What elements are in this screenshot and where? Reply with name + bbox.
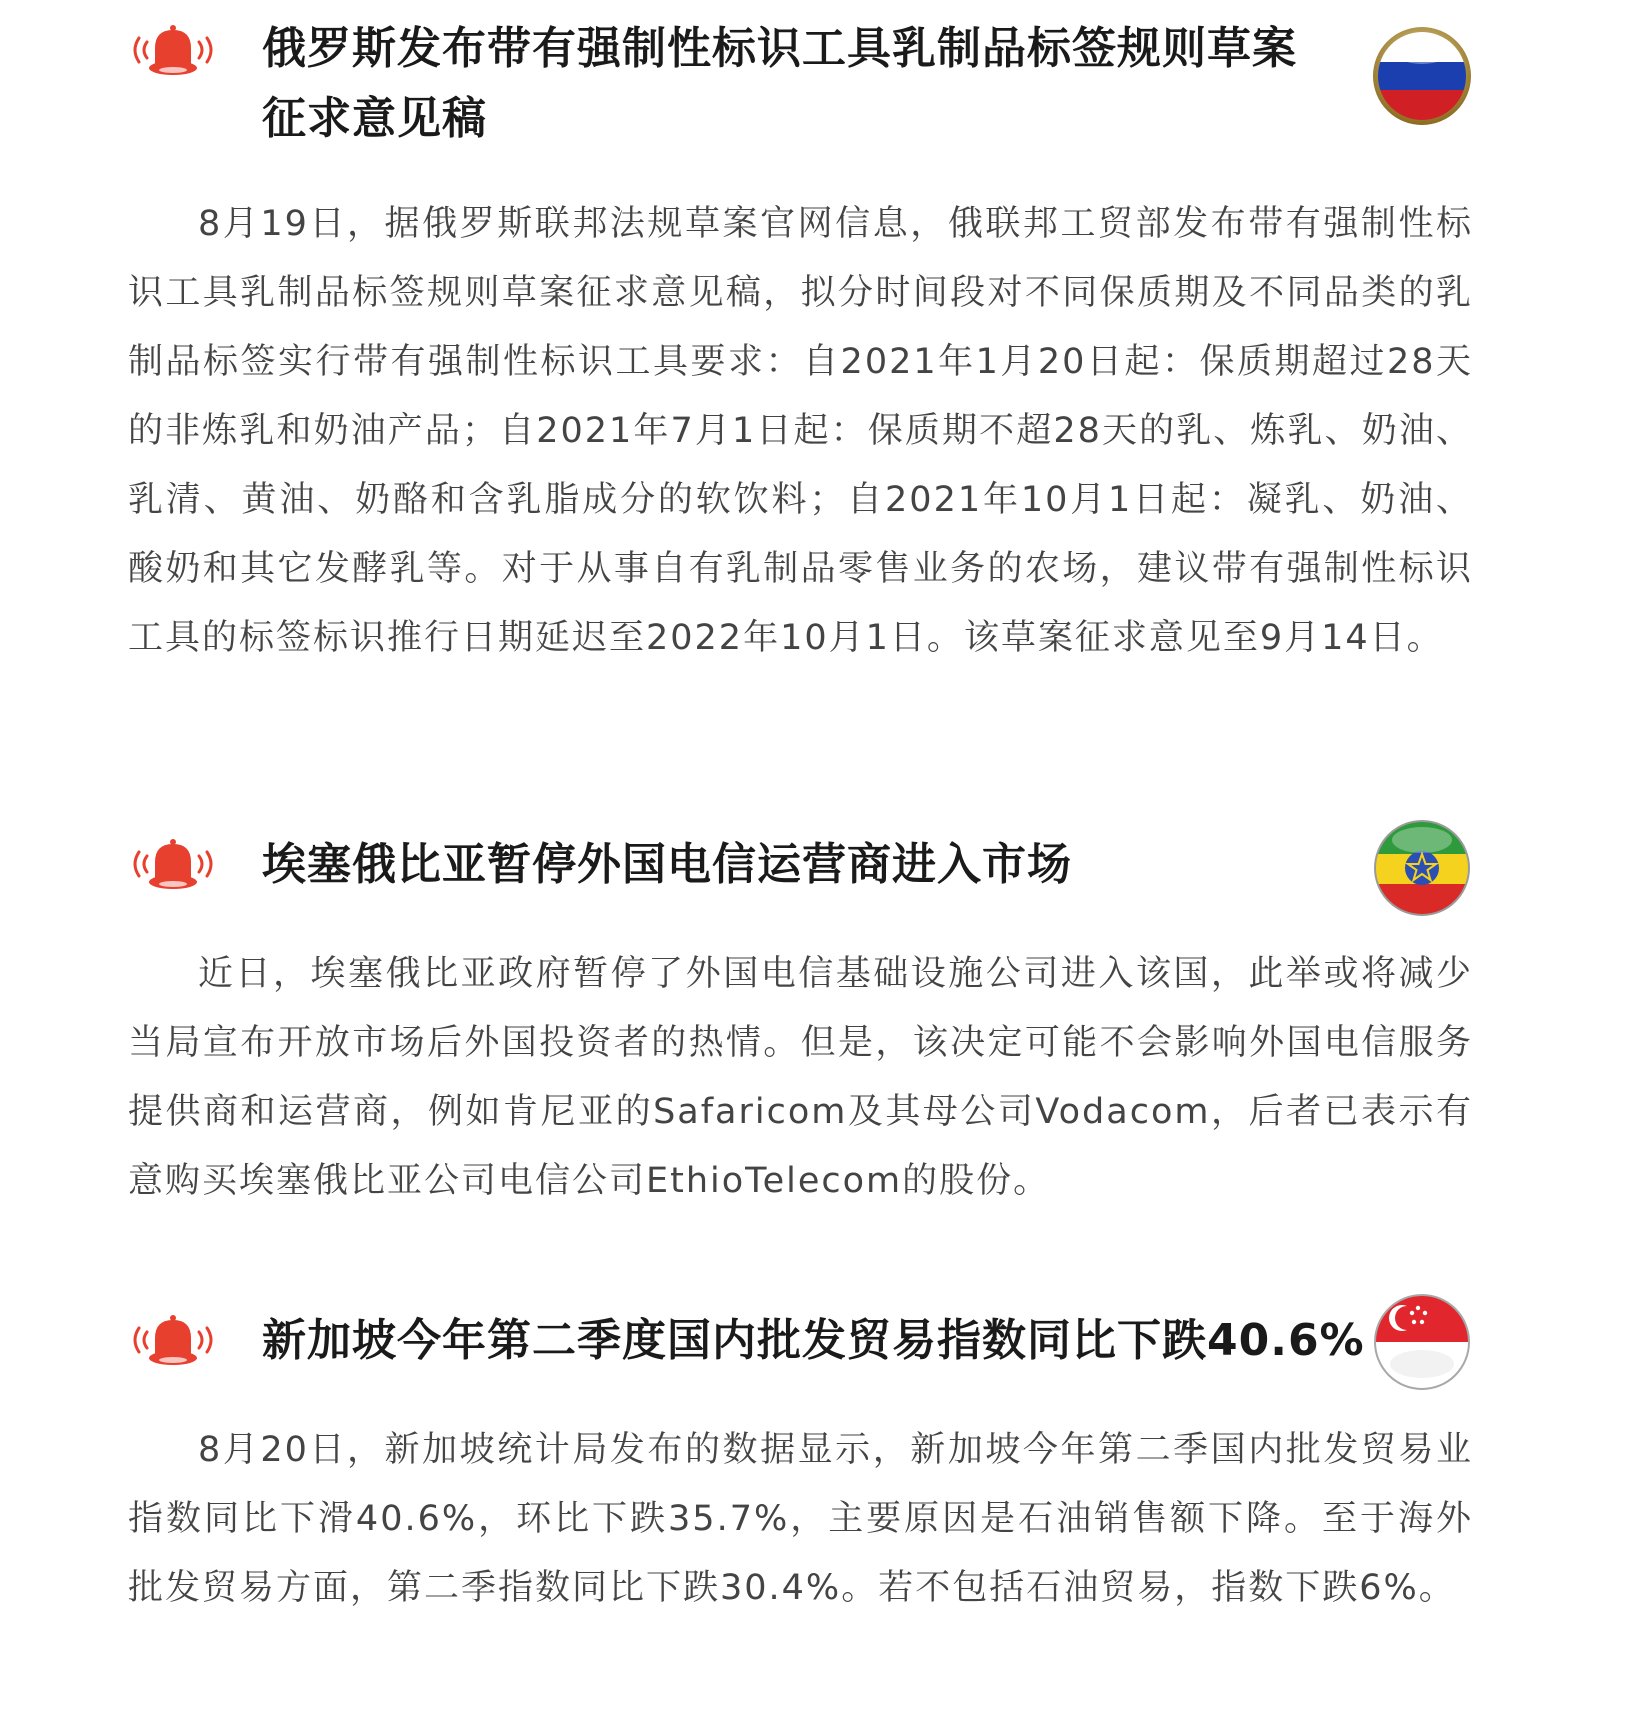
alarm-bell-icon [125, 20, 221, 84]
article-1-title [262, 14, 1297, 154]
article-1-title-line-1: 俄罗斯发布带有强制性标识工具乳制品标签规则草案 [262, 23, 1297, 74]
article-2-title-line-1: 埃塞俄比亚暂停外国电信运营商进入市场 [262, 839, 1072, 890]
ethiopia-flag-icon [1372, 818, 1472, 918]
article-1-title-line-2: 征求意见稿 [262, 93, 487, 144]
russia-flag-icon [1372, 26, 1472, 126]
alarm-bell-icon [125, 1310, 221, 1374]
article-3-title [262, 1306, 1365, 1376]
article-2-body: 近日，埃塞俄比亚政府暂停了外国电信基础设施公司进入该国，此举或将减少当局宣布开放市场后外国投资者的热情。但是，该决定可能不会影响外国电信服务提供商和运营商，例如肯尼亚的Safaricom及其母公司Vodacom，后者已表示有意购买埃塞俄比亚公司电信公司EthioTelecom的股份。 [128, 954, 1473, 1201]
singapore-flag-icon [1372, 1292, 1472, 1392]
article-2-title [262, 830, 1072, 900]
article-3-title-line-1: 新加坡今年第二季度国内批发贸易指数同比下跌40.6% [262, 1315, 1365, 1366]
article-1-body: 8月19日，据俄罗斯联邦法规草案官网信息，俄联邦工贸部发布带有强制性标识工具乳制品标签规则草案征求意见稿，拟分时间段对不同保质期及不同品类的乳制品标签实行带有强制性标识工具要求：自2021年1月20日起：保质期超过28天的非炼乳和奶油产品；自2021年7月1日起：保质期不超28天的乳、炼乳、奶油、乳清、黄油、奶酪和含乳脂成分的软饮料；自2021年10月1日起：凝乳、奶油、酸奶和其它发酵乳等。对于从事自有乳制品零售业务的农场，建议带有强制性标识工具的标签标识推行日期延迟至2022年10月1日。该草案征求意见至9月14日。 [128, 204, 1473, 658]
article-3-body: 8月20日，新加坡统计局发布的数据显示，新加坡今年第二季国内批发贸易业指数同比下滑40.6%，环比下跌35.7%，主要原因是石油销售额下降。至于海外批发贸易方面，第二季指数同比下跌30.4%。若不包括石油贸易，指数下跌6%。 [128, 1430, 1473, 1608]
alarm-bell-icon [125, 834, 221, 898]
